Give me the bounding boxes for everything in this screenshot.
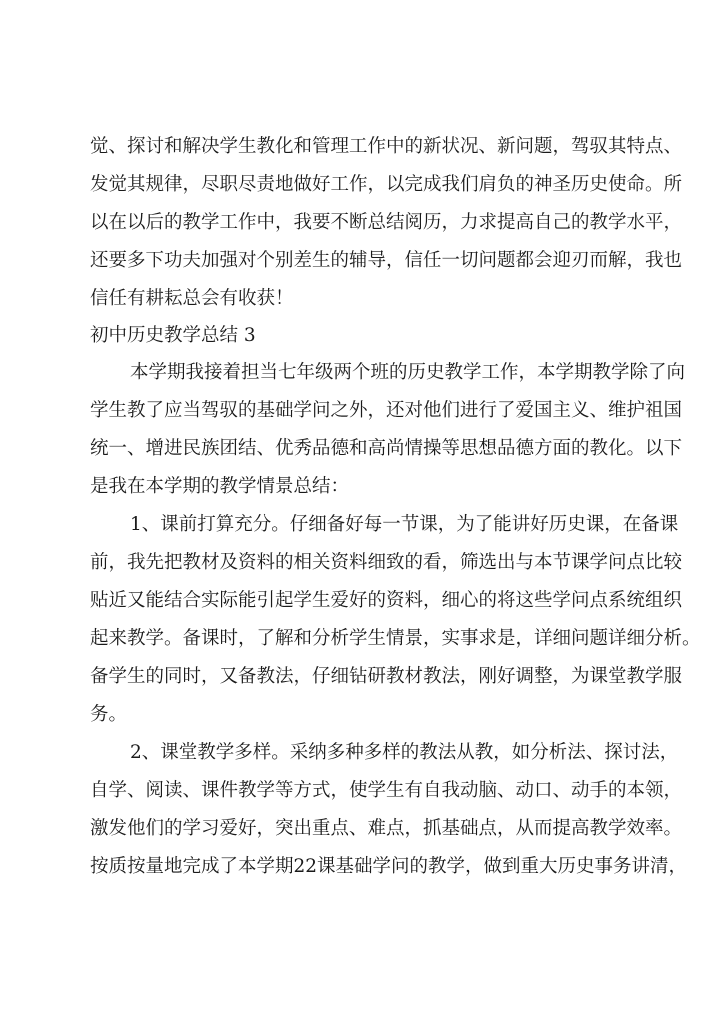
text-line-1: 觉、探讨和解决学生教化和管理工作中的新状况、新问题，驾驭其特点、 xyxy=(90,136,683,157)
text-line-5: 信任有耕耘总会有收获！ xyxy=(90,288,294,309)
text-line-17: 2、课堂教学多样。采纳多种多样的教法从教，如分析法、探讨法， xyxy=(130,742,679,763)
text-line-16: 务。 xyxy=(90,704,128,725)
section-heading: 初中历史教学总结 3 xyxy=(90,325,256,346)
text-line-19: 激发他们的学习爱好，突出重点、难点，抓基础点，从而提高教学效率。 xyxy=(90,818,683,839)
text-line-3: 以在以后的教学工作中，我要不断总结阅历，力求提高自己的教学水平， xyxy=(90,212,683,233)
text-line-18: 自学、阅读、课件教学等方式，使学生有自我动脑、动口、动手的本领， xyxy=(90,780,683,801)
text-line-10: 是我在本学期的教学情景总结： xyxy=(90,476,350,497)
text-line-8: 学生教了应当驾驭的基础学问之外，还对他们进行了爱国主义、维护祖国 xyxy=(90,400,683,421)
text-line-13: 贴近又能结合实际能引起学生爱好的资料，细心的将这些学问点系统组织 xyxy=(90,590,683,611)
text-line-4: 还要多下功夫加强对个别差生的辅导，信任一切问题都会迎刃而解，我也 xyxy=(90,250,683,271)
text-line-12: 前，我先把教材及资料的相关资料细致的看，筛选出与本节课学问点比较 xyxy=(90,552,683,573)
text-line-7: 本学期我接着担当七年级两个班的历史教学工作，本学期教学除了向 xyxy=(130,362,686,383)
text-line-14: 起来教学。备课时，了解和分析学生情景，实事求是，详细问题详细分析。 xyxy=(90,628,701,649)
text-line-9: 统一、增进民族团结、优秀品德和高尚情操等思想品德方面的教化。以下 xyxy=(90,438,683,459)
text-line-20: 按质按量地完成了本学期22课基础学问的教学，做到重大历史事务讲清， xyxy=(90,856,688,877)
text-line-11: 1、课前打算充分。仔细备好每一节课，为了能讲好历史课，在备课 xyxy=(130,514,679,535)
text-line-15: 备学生的同时，又备教法，仔细钻研教材教法，刚好调整，为课堂教学服 xyxy=(90,666,683,687)
text-line-2: 发觉其规律，尽职尽责地做好工作，以完成我们肩负的神圣历史使命。所 xyxy=(90,174,683,195)
